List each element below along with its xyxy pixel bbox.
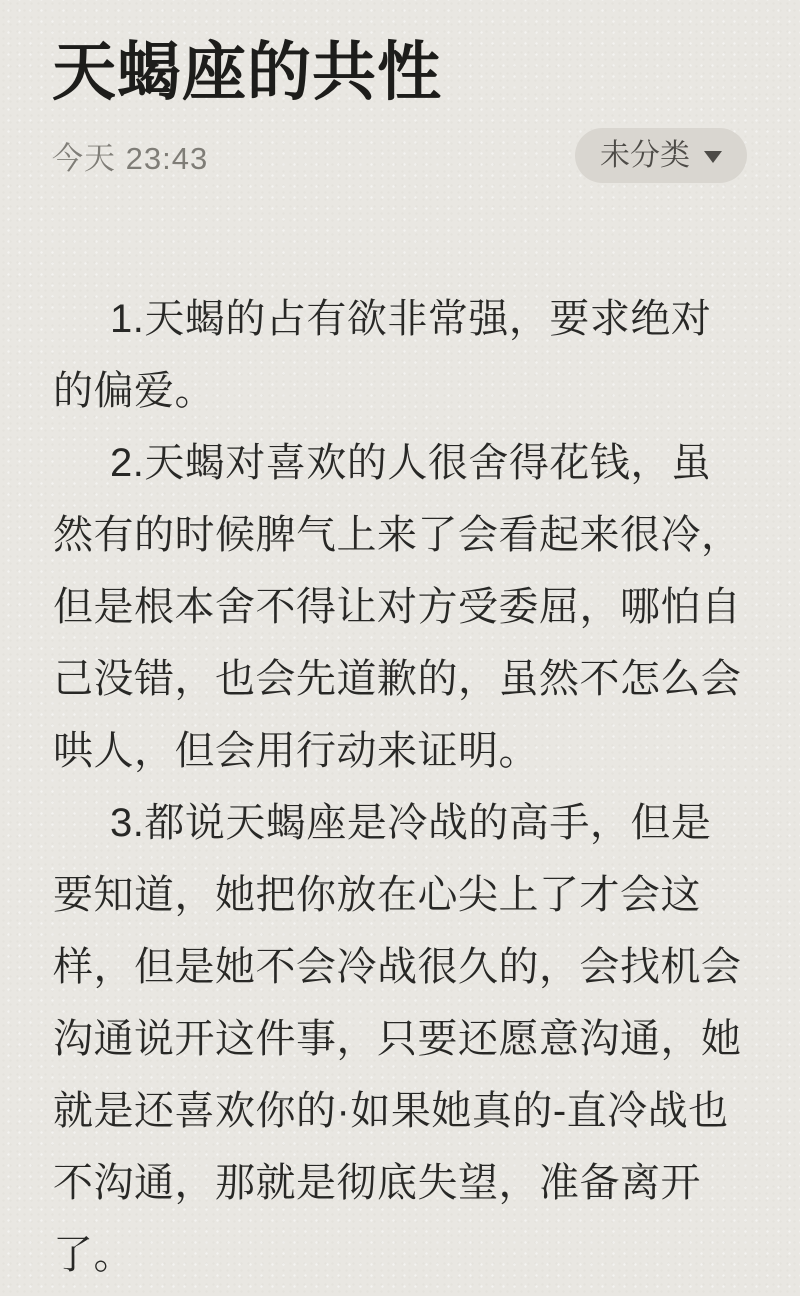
note-title[interactable]: 天蝎座的共性 xyxy=(52,36,442,108)
body-line: 哄人，但会用行动来证明。 xyxy=(53,729,539,773)
body-line: 的偏爱。 xyxy=(53,369,215,413)
note-body[interactable] xyxy=(0,283,800,1291)
body-line: 沟通说开这件事，只要还愿意沟通，她 xyxy=(53,1017,742,1061)
body-line: 样，但是她不会冷战很久的，会找机会 xyxy=(53,945,742,989)
body-line: 然有的时候脾气上来了会看起来很冷， xyxy=(53,513,742,557)
note-meta-row xyxy=(52,128,747,183)
note-timestamp: 今天 23:43 xyxy=(52,141,209,176)
note-header xyxy=(0,0,800,183)
category-label: 未分类 xyxy=(600,139,690,172)
chevron-down-icon xyxy=(704,151,722,163)
category-badge[interactable] xyxy=(575,128,747,183)
body-line: 1.天蝎的占有欲非常强，要求绝对 xyxy=(110,297,712,341)
body-line: 要知道，她把你放在心尖上了才会这 xyxy=(53,873,701,917)
body-line: 了。 xyxy=(53,1233,134,1277)
body-line: 但是根本舍不得让对方受委屈，哪怕自 xyxy=(53,585,742,629)
body-line: 己没错，也会先道歉的，虽然不怎么会 xyxy=(53,657,742,701)
body-line: 3.都说天蝎座是冷战的高手，但是 xyxy=(110,801,712,845)
body-line: 2.天蝎对喜欢的人很舍得花钱，虽 xyxy=(110,441,712,485)
body-line: 不沟通，那就是彻底失望，准备离开 xyxy=(53,1161,701,1205)
body-line: 就是还喜欢你的·如果她真的-直冷战也 xyxy=(53,1089,729,1133)
